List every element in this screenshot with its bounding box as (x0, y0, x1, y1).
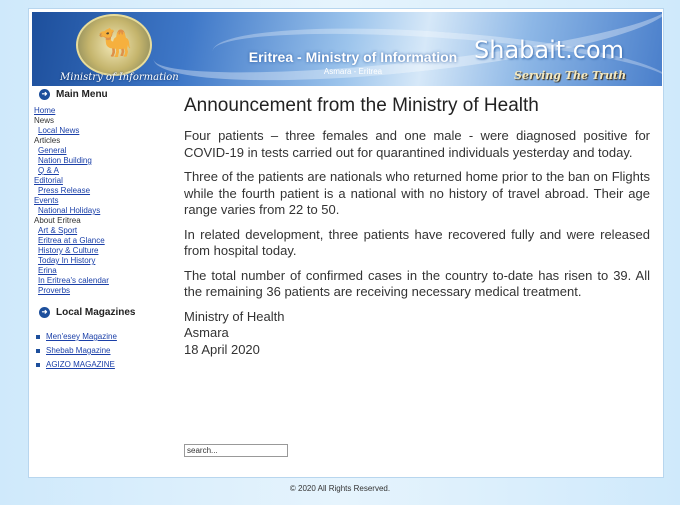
arrow-circle-icon: ➜ (39, 307, 50, 318)
menu-item[interactable] (34, 276, 174, 286)
magazines-heading (34, 304, 174, 320)
menu-link[interactable]: Erina (38, 266, 57, 275)
camel-icon: 🐪 (97, 27, 133, 58)
main-menu-heading (34, 86, 174, 102)
magazines-title: Local Magazines (56, 306, 136, 318)
seal-caption: Ministry of Information (60, 72, 179, 83)
article-paragraph: In related development, three patients have recovered fully and were released from hospital today. (184, 226, 650, 258)
menu-link[interactable]: Art & Sport (38, 226, 78, 235)
menu-link[interactable]: Press Release (38, 186, 91, 195)
menu-link[interactable]: Today In History (38, 256, 96, 265)
menu-item (34, 216, 174, 226)
menu-link[interactable]: Eritrea at a Glance (38, 236, 105, 245)
menu-link[interactable]: Local News (38, 126, 80, 135)
menu-item[interactable] (34, 266, 174, 276)
menu-item[interactable] (34, 246, 174, 256)
article-paragraph: Four patients – three females and one male - were diagnosed positive for COVID-19 in tests carried out for quarantined individuals yesterday and today. (184, 128, 650, 160)
site-tagline: Serving The Truth (514, 69, 627, 82)
menu-item[interactable] (34, 206, 174, 216)
footer-copyright: © 2020 All Rights Reserved. (289, 484, 391, 493)
menu-item[interactable] (34, 166, 174, 176)
square-bullet-icon (36, 363, 40, 367)
signature-org: Ministry of Health (184, 308, 285, 324)
menu-item[interactable] (34, 106, 174, 116)
magazine-item[interactable] (34, 344, 174, 358)
menu-link[interactable]: Q & A (38, 166, 59, 175)
menu-item[interactable] (34, 146, 174, 156)
menu-item[interactable] (34, 196, 174, 206)
main-menu-title: Main Menu (56, 88, 108, 100)
menu-category: About Eritrea (34, 216, 81, 225)
article-paragraph: The total number of confirmed cases in the country to-date has risen to 39. All the remaining 36 patients are receiving necessary medical treatment. (184, 267, 650, 299)
menu-item[interactable] (34, 176, 174, 186)
menu-link[interactable]: Home (34, 106, 56, 115)
menu-link[interactable]: Events (34, 196, 59, 205)
menu-item[interactable] (34, 186, 174, 196)
article-title: Announcement from the Ministry of Health (184, 95, 539, 116)
menu-item[interactable] (34, 156, 174, 166)
search-input[interactable] (184, 444, 288, 457)
magazine-link[interactable]: Shebab Magazine (46, 346, 111, 355)
article-paragraph: Three of the patients are nationals who returned home prior to the ban on Flights while the fourth patient is a national with no history of travel abroad. Their age range varies from 22 to 50. (184, 169, 650, 217)
menu-item[interactable] (34, 126, 174, 136)
signature-date: 18 April 2020 (184, 341, 260, 357)
menu-link[interactable]: Editorial (34, 176, 63, 185)
site-logo[interactable]: Shabait.com (474, 36, 625, 64)
square-bullet-icon (36, 349, 40, 353)
magazine-item[interactable] (34, 358, 174, 372)
menu-link[interactable]: History & Culture (38, 246, 99, 255)
menu-category: News (34, 116, 55, 125)
menu-item[interactable] (34, 236, 174, 246)
menu-category: Articles (34, 136, 61, 145)
article-signature (184, 309, 650, 359)
menu-item (34, 136, 174, 146)
menu-link[interactable]: Proverbs (38, 286, 71, 295)
article (184, 94, 650, 358)
magazine-link[interactable]: AGIZO MAGAZINE (46, 360, 115, 369)
magazine-item[interactable] (34, 330, 174, 344)
magazines-list (34, 330, 174, 372)
menu-link[interactable]: National Holidays (38, 206, 101, 215)
menu-link[interactable]: Nation Building (38, 156, 92, 165)
header-banner (32, 12, 662, 86)
square-bullet-icon (36, 335, 40, 339)
menu-link[interactable]: General (38, 146, 67, 155)
sidebar (34, 86, 174, 372)
main-menu-list (34, 106, 174, 296)
site-title: Eritrea - Ministry of Information (248, 49, 458, 65)
menu-item[interactable] (34, 286, 174, 296)
signature-city: Asmara (184, 325, 229, 340)
menu-item[interactable] (34, 256, 174, 266)
arrow-circle-icon: ➜ (39, 89, 50, 100)
menu-item (34, 116, 174, 126)
site-subtitle: Asmara - Eritrea (323, 67, 383, 76)
magazine-link[interactable]: Men'esey Magazine (46, 332, 117, 341)
menu-item[interactable] (34, 226, 174, 236)
menu-link[interactable]: In Eritrea's calendar (38, 276, 109, 285)
